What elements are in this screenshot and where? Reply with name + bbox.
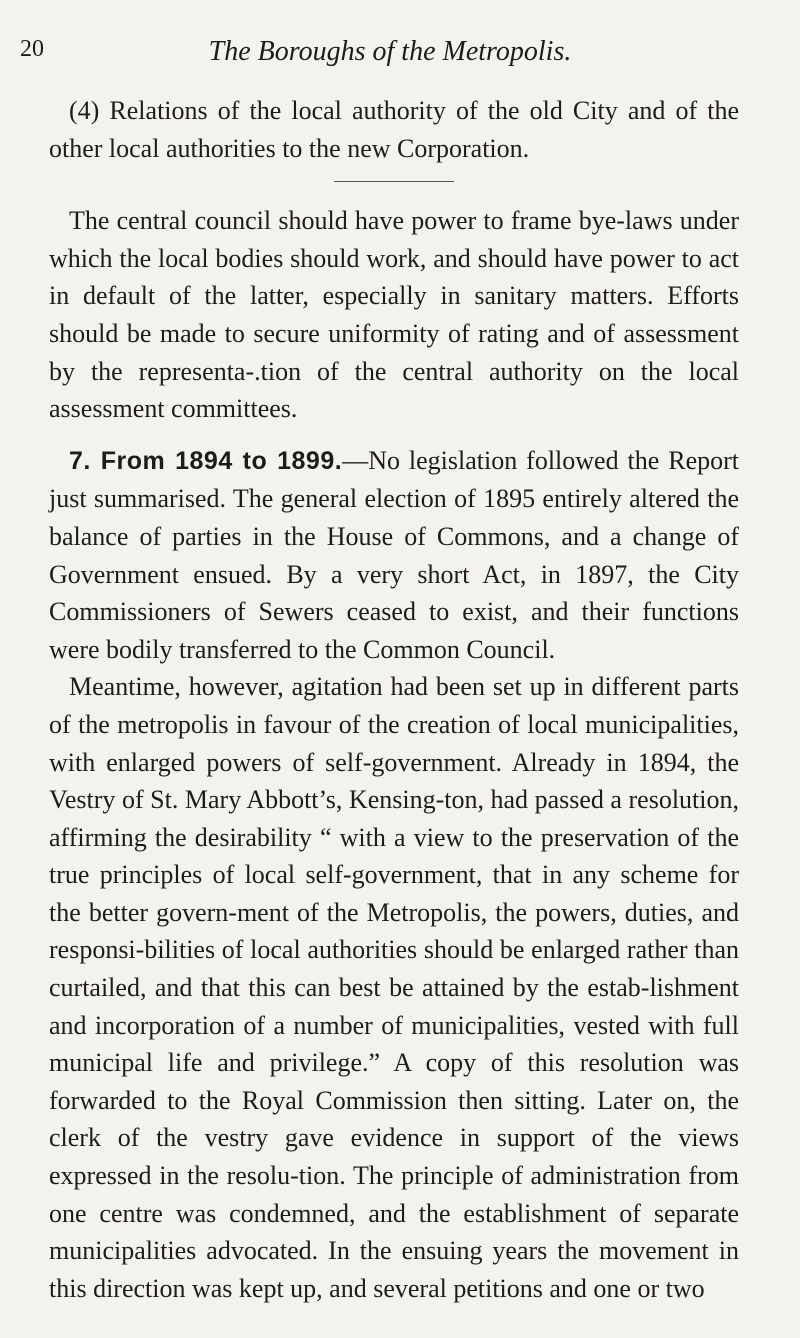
section-divider (334, 181, 454, 182)
paragraph-1894-1899 (49, 442, 739, 669)
running-title: The Boroughs of the Metropolis. (208, 36, 572, 67)
page-header (20, 36, 760, 76)
paragraph-central-council: The central council should have power to frame bye-laws under which the local bodies should work, and should have power to act in default of the latter, especially in sanitary matters. Efforts should be made to secure uniformity of rating and of assessment by the representa-.tion of the central authority on the local assessment committees. (49, 206, 739, 424)
paragraph-meantime: Meantime, however, agitation had been set up in different parts of the metropolis in favour of the creation of local municipalities, with enlarged powers of self-government. Already in 1894, the Vestry of St. Mary Abbott’s, Kensing-ton, had passed a resolution, affirming the desirability “ with a view to the preservation of the true principles of local self-government, that in any scheme for the better govern-ment of the Metropolis, the powers, duties, and responsi-bilities of local authorities should be enlarged rather than curtailed, and that this can best be attained by the estab-lishment and incorporation of a number of municipalities, vested with full municipal life and privilege.” A copy of this resolution was forwarded to the Royal Commission then sitting. Later on, the clerk of the vestry gave evidence in support of the views expressed in the resolu-tion. The principle of administration from one centre was condemned, and the establishment of separate municipalities advocated. In the ensuing years the movement in this direction was kept up, and several petitions and one or two (49, 672, 739, 1303)
paragraph-gap (49, 428, 739, 442)
page-number: 20 (20, 36, 44, 62)
body-text (49, 92, 739, 1307)
section-heading: 7. From 1894 to 1899. (69, 446, 343, 475)
paragraph-relations: (4) Relations of the local authority of the old City and of the other local authorities to the new Corporation. (49, 96, 739, 163)
section-text: —No legislation followed the Report just summarised. The general election of 1895 entirely altered the balance of parties in the House of Commons, and a change of Government ensued. By a very short Act, in 1897, the City Commissioners of Sewers ceased to exist, and their functions were bodily transferred to the Common Council. (49, 445, 740, 664)
